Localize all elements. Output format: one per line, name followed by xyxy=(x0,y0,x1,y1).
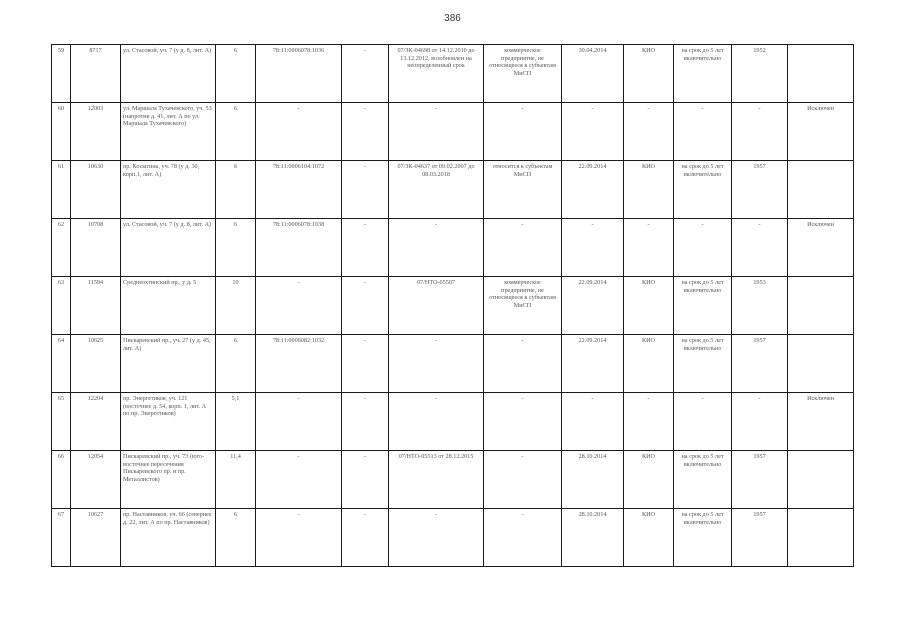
note-cell xyxy=(788,451,854,509)
column-6-cell: - xyxy=(342,393,389,451)
row-number-cell: 66 xyxy=(52,451,71,509)
category-cell: - xyxy=(484,393,562,451)
area-cell: 6 xyxy=(216,161,256,219)
contract-cell: - xyxy=(389,103,484,161)
date-cell: 22.09.2014 xyxy=(562,161,624,219)
area-cell: 5,1 xyxy=(216,393,256,451)
category-cell: - xyxy=(484,509,562,567)
organization-cell: КИО xyxy=(624,451,674,509)
contract-cell: - xyxy=(389,219,484,277)
address-cell: пр. Энергетиков, уч. 121 (восточнее д. 54, корп. 1, лит. А по пр. Энергетиков) xyxy=(121,393,216,451)
row-number-cell: 67 xyxy=(52,509,71,567)
organization-cell: КИО xyxy=(624,335,674,393)
cadastral-number-cell: 78:11:0006082:1032 xyxy=(256,335,342,393)
term-cell: - xyxy=(674,393,732,451)
address-cell: пр. Косыгина, уч. 78 (у д. 30, корп.1, лит. А) xyxy=(121,161,216,219)
address-cell: Среднеохтинский пр., у д. 5 xyxy=(121,277,216,335)
object-id-cell: 10630 xyxy=(71,161,121,219)
column-6-cell: - xyxy=(342,277,389,335)
area-cell: 6 xyxy=(216,335,256,393)
row-number-cell: 64 xyxy=(52,335,71,393)
category-cell: - xyxy=(484,451,562,509)
area-cell: 10 xyxy=(216,277,256,335)
date-cell: - xyxy=(562,393,624,451)
table-row xyxy=(52,45,854,103)
organization-cell: КИО xyxy=(624,45,674,103)
address-cell: пр. Наставников, уч. 66 (севернее д. 22, лит. А по пр. Наставников) xyxy=(121,509,216,567)
area-cell: 6 xyxy=(216,219,256,277)
object-id-cell: 12204 xyxy=(71,393,121,451)
column-6-cell: - xyxy=(342,219,389,277)
area-cell: 11,4 xyxy=(216,451,256,509)
object-id-cell: 10627 xyxy=(71,509,121,567)
year-cell: 1957 xyxy=(732,509,788,567)
contract-cell: - xyxy=(389,335,484,393)
note-cell xyxy=(788,277,854,335)
row-number-cell: 59 xyxy=(52,45,71,103)
cadastral-number-cell: 78:11:0006104:1072 xyxy=(256,161,342,219)
address-cell: Пискаревский пр., уч. 73 (юго-восточнее пересечения Пискаревского пр. и пр. Металлистов) xyxy=(121,451,216,509)
column-6-cell: - xyxy=(342,103,389,161)
year-cell: 1953 xyxy=(732,277,788,335)
note-cell: Исключен xyxy=(788,219,854,277)
cadastral-number-cell: - xyxy=(256,393,342,451)
organization-cell: КИО xyxy=(624,277,674,335)
organization-cell: КИО xyxy=(624,509,674,567)
contract-cell: 07/ЗК-04698 от 14.12.2010 до 13.12.2012, возобновлен на неопределенный срок xyxy=(389,45,484,103)
note-cell xyxy=(788,45,854,103)
note-cell: Исключен xyxy=(788,393,854,451)
year-cell: 1957 xyxy=(732,451,788,509)
object-id-cell: 10625 xyxy=(71,335,121,393)
date-cell: 22.09.2014 xyxy=(562,335,624,393)
area-cell: 6 xyxy=(216,103,256,161)
term-cell: на срок до 5 лет включительно xyxy=(674,161,732,219)
row-number-cell: 62 xyxy=(52,219,71,277)
category-cell: относится к субъектам МиСП xyxy=(484,161,562,219)
date-cell: 28.10.2014 xyxy=(562,509,624,567)
contract-cell: 07/НТО-05507 xyxy=(389,277,484,335)
category-cell: коммерческое предприятие, не относящееся к субъектам МиСП xyxy=(484,45,562,103)
term-cell: - xyxy=(674,103,732,161)
object-id-cell: 12054 xyxy=(71,451,121,509)
object-id-cell: 12003 xyxy=(71,103,121,161)
table-row xyxy=(52,103,854,161)
year-cell: - xyxy=(732,393,788,451)
table-row xyxy=(52,219,854,277)
table-row xyxy=(52,393,854,451)
term-cell: на срок до 5 лет включительно xyxy=(674,451,732,509)
row-number-cell: 60 xyxy=(52,103,71,161)
organization-cell: КИО xyxy=(624,161,674,219)
category-cell: - xyxy=(484,335,562,393)
address-cell: ул. Стасовой, уч. 7 (у д. 8, лит. А) xyxy=(121,45,216,103)
address-cell: ул. Стасовой, уч. 7 (у д. 8, лит. А) xyxy=(121,219,216,277)
contract-cell: 07/ЗК-04637 от 09.02.2007 до 08.03.2018 xyxy=(389,161,484,219)
area-cell: 6 xyxy=(216,45,256,103)
column-6-cell: - xyxy=(342,45,389,103)
date-cell: 28.10.2014 xyxy=(562,451,624,509)
object-id-cell: 8717 xyxy=(71,45,121,103)
category-cell: коммерческое предприятие, не относящееся к субъектам МиСП xyxy=(484,277,562,335)
year-cell: - xyxy=(732,103,788,161)
row-number-cell: 63 xyxy=(52,277,71,335)
note-cell: Исключен xyxy=(788,103,854,161)
address-cell: Пискаревский пр., уч. 27 (у д. 45, лит. А) xyxy=(121,335,216,393)
organization-cell: - xyxy=(624,219,674,277)
year-cell: 1952 xyxy=(732,45,788,103)
cadastral-number-cell: 78:11:0006078:1038 xyxy=(256,219,342,277)
year-cell: - xyxy=(732,219,788,277)
column-6-cell: - xyxy=(342,451,389,509)
organization-cell: - xyxy=(624,103,674,161)
term-cell: на срок до 5 лет включительно xyxy=(674,335,732,393)
category-cell: - xyxy=(484,103,562,161)
cadastral-number-cell: - xyxy=(256,451,342,509)
registry-table xyxy=(51,44,854,567)
page-number: 386 xyxy=(444,13,461,24)
term-cell: - xyxy=(674,219,732,277)
cadastral-number-cell: - xyxy=(256,509,342,567)
organization-cell: - xyxy=(624,393,674,451)
column-6-cell: - xyxy=(342,509,389,567)
note-cell xyxy=(788,335,854,393)
date-cell: 30.04.2014 xyxy=(562,45,624,103)
table-row xyxy=(52,335,854,393)
object-id-cell: 10708 xyxy=(71,219,121,277)
contract-cell: - xyxy=(389,509,484,567)
contract-cell: - xyxy=(389,393,484,451)
year-cell: 1957 xyxy=(732,161,788,219)
row-number-cell: 65 xyxy=(52,393,71,451)
table-row xyxy=(52,161,854,219)
year-cell: 1957 xyxy=(732,335,788,393)
term-cell: на срок до 5 лет включительно xyxy=(674,509,732,567)
date-cell: 22.09.2014 xyxy=(562,277,624,335)
term-cell: на срок до 5 лет включительно xyxy=(674,277,732,335)
table-row xyxy=(52,509,854,567)
cadastral-number-cell: - xyxy=(256,103,342,161)
table-row xyxy=(52,451,854,509)
cadastral-number-cell: 78:11:0006078:1036 xyxy=(256,45,342,103)
note-cell xyxy=(788,161,854,219)
contract-cell: 07/НТО-05513 от 28.12.2015 xyxy=(389,451,484,509)
object-id-cell: 11594 xyxy=(71,277,121,335)
date-cell: - xyxy=(562,103,624,161)
table-row xyxy=(52,277,854,335)
cadastral-number-cell: - xyxy=(256,277,342,335)
term-cell: на срок до 5 лет включительно xyxy=(674,45,732,103)
note-cell xyxy=(788,509,854,567)
column-6-cell: - xyxy=(342,335,389,393)
column-6-cell: - xyxy=(342,161,389,219)
area-cell: 6 xyxy=(216,509,256,567)
row-number-cell: 61 xyxy=(52,161,71,219)
address-cell: ул. Маршала Тухачевского, уч. 53 (напротив д. 41, лит. А по ул. Маршала Тухачевского) xyxy=(121,103,216,161)
category-cell: - xyxy=(484,219,562,277)
date-cell: - xyxy=(562,219,624,277)
